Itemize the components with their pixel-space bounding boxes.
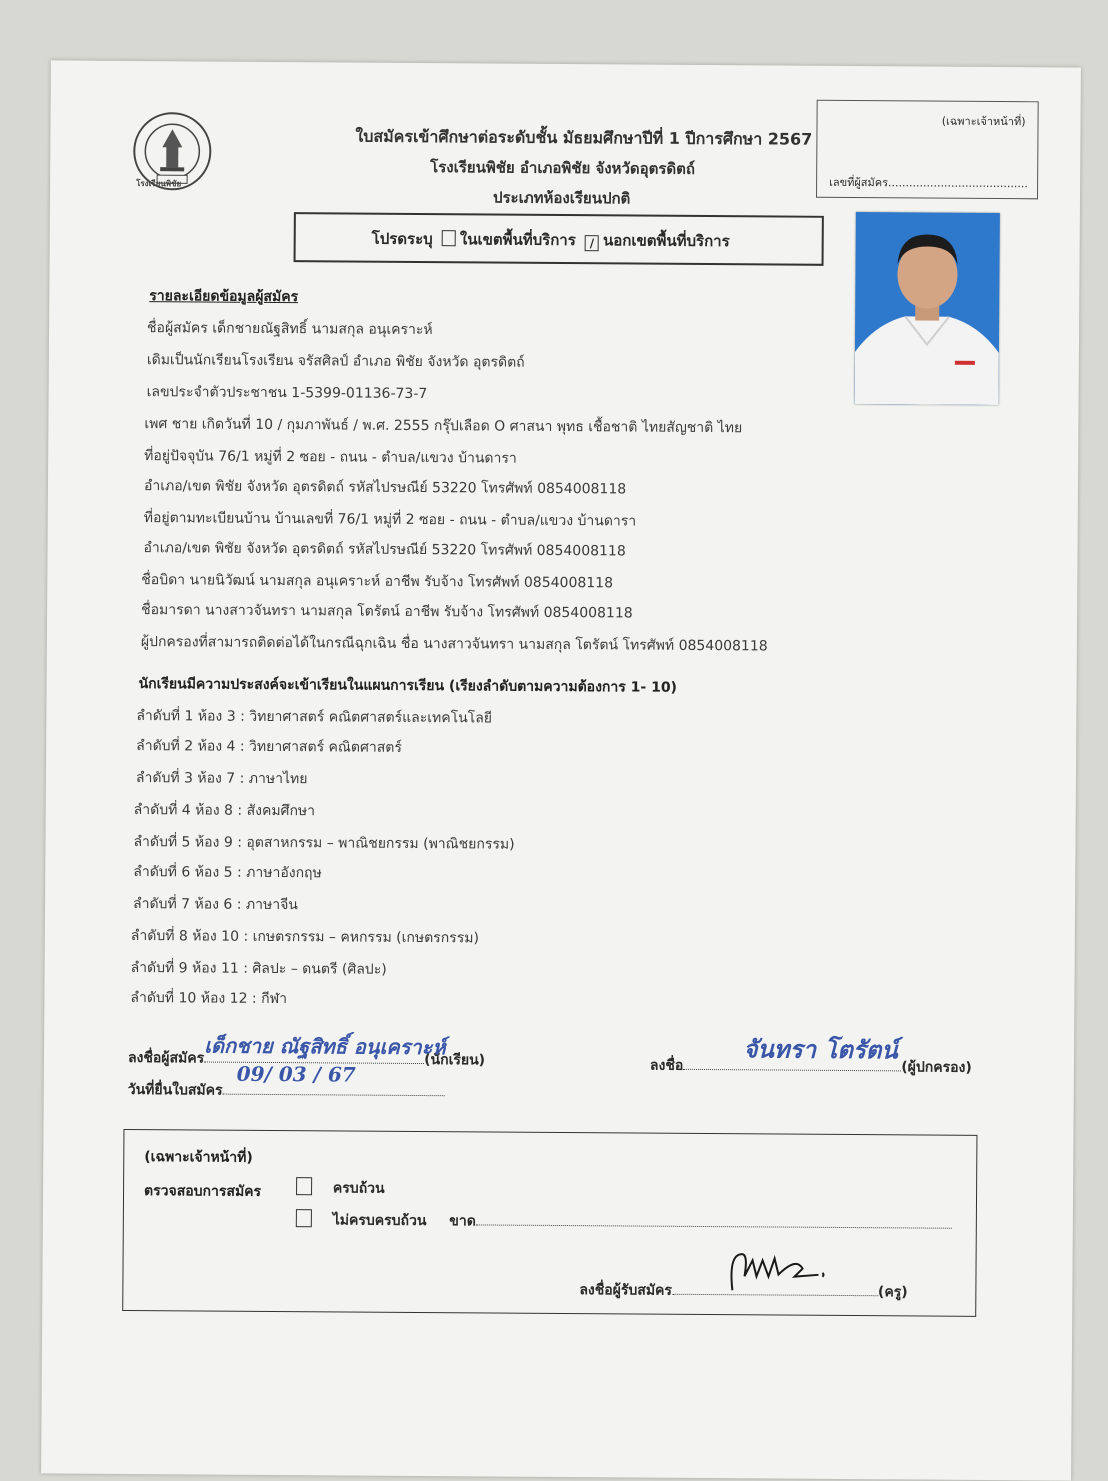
- preference-item: ลำดับที่ 2 ห้อง 4 : วิทยาศาสตร์ คณิตศาสตร์: [136, 738, 402, 756]
- preference-item: ลำดับที่ 9 ห้อง 11 : ศิลปะ – ดนตรี (ศิลปะ): [130, 960, 387, 978]
- option-in-area: ในเขตพื้นที่บริการ: [459, 230, 576, 250]
- school-name: โรงเรียนพิชัย อำเภอพิชัย จังหวัดอุตรดิตถ์: [430, 158, 696, 178]
- detail-line: ที่อยู่ตามทะเบียนบ้าน บ้านเลขที่ 76/1 หมู่ที่ 2 ซอย - ถนน - ตำบล/แขวง บ้านดารา: [143, 510, 637, 530]
- detail-line: เดิมเป็นนักเรียนโรงเรียน จรัสศิลป์ อำเภอ พิชัย จังหวัด อุตรดิตถ์: [146, 352, 525, 371]
- submission-date-field[interactable]: [223, 1061, 445, 1097]
- preference-item: ลำดับที่ 5 ห้อง 9 : อุตสาหกรรม – พาณิชยกรรม (พาณิชยกรรม): [133, 834, 515, 853]
- checkbox-check-mark: /: [589, 236, 595, 251]
- applicant-signature-suffix: (นักเรียน): [424, 1052, 486, 1069]
- guardian-signature-row: [649, 1034, 972, 1079]
- staff-use-box: [122, 1129, 977, 1317]
- form-title: ใบสมัครเข้าศึกษาต่อระดับชั้น มัธยมศึกษาปีที่ 1 ปีการศึกษา 2567: [355, 126, 813, 149]
- preference-item: ลำดับที่ 7 ห้อง 6 : ภาษาจีน: [133, 896, 298, 914]
- staff-box-title: (เฉพาะเจ้าหน้าที่): [144, 1149, 253, 1166]
- incomplete-option-label: ไม่ครบครบถ้วน: [332, 1212, 427, 1230]
- incomplete-checkbox[interactable]: [296, 1209, 312, 1227]
- submission-date-row: [127, 1061, 445, 1103]
- applicant-photo: [855, 212, 1000, 405]
- preference-item: ลำดับที่ 4 ห้อง 8 : สังคมศึกษา: [133, 802, 316, 820]
- preference-title: นักเรียนมีความประสงค์จะเข้าเรียนในแผนการเรียน (เรียงลำดับตามความต้องการ 1- 10): [138, 676, 678, 696]
- seal-text: โรงเรียนพิชัย: [136, 179, 182, 189]
- receiver-signature-row: [579, 1279, 907, 1303]
- detail-line: เลขประจำตัวประชาชน 1-5399-01136-73-7: [146, 384, 428, 403]
- complete-option-row: [296, 1177, 385, 1200]
- complete-checkbox[interactable]: [296, 1177, 312, 1195]
- preference-item: ลำดับที่ 10 ห้อง 12 : กีฬา: [130, 989, 288, 1008]
- detail-line: อำเภอ/เขต พิชัย จังหวัด อุตรดิตถ์ รหัสไปรษณีย์ 53220 โทรศัพท์ 0854008118: [143, 540, 626, 560]
- detail-line: ผู้ปกครองที่สามารถติดต่อได้ในกรณีฉุกเฉิน ชื่อ นางสาวจันทรา นามสกุล โตรัตน์ โทรศัพท์ 0854008118: [140, 634, 768, 655]
- office-use-label: (เฉพาะเจ้าหน้าที่): [941, 114, 1026, 129]
- detail-line: อำเภอ/เขต พิชัย จังหวัด อุตรดิตถ์ รหัสไปรษณีย์ 53220 โทรศัพท์ 0854008118: [143, 478, 627, 498]
- submission-date-label: วันที่ยื่นใบสมัคร: [127, 1081, 223, 1099]
- detail-line: ชื่อบิดา นายนิวัฒน์ นามสกุล อนุเคราะห์ อาชีพ รับจ้าง โทรศัพท์ 0854008118: [141, 572, 614, 592]
- option-out-area: นอกเขตพื้นที่บริการ: [602, 231, 730, 251]
- guardian-signature-label: ลงชื่อ: [649, 1057, 684, 1074]
- applicant-number-field[interactable]: เลขที่ผู้สมัคร........................................: [829, 175, 1028, 191]
- applicant-signature-label: ลงชื่อผู้สมัคร: [127, 1049, 205, 1067]
- receiver-signature-label: ลงชื่อผู้รับสมัคร: [579, 1282, 673, 1299]
- checkbox-in-area[interactable]: [442, 230, 456, 246]
- missing-label: ขาด: [449, 1213, 476, 1230]
- preference-item: ลำดับที่ 8 ห้อง 10 : เกษตรกรรม – คหกรรม (เกษตรกรรม): [130, 928, 480, 947]
- guardian-signature-handwriting: จันทรา โตรัตน์: [743, 1034, 898, 1065]
- applicant-signature-handwriting: เด็กชาย ณัฐสิทธิ์ อนุเคราะห์: [204, 1033, 446, 1060]
- incomplete-option-row: [296, 1209, 952, 1236]
- checkbox-out-area[interactable]: [585, 235, 599, 251]
- application-form-paper: [41, 60, 1081, 1480]
- detail-line: ที่อยู่ปัจจุบัน 76/1 หมู่ที่ 2 ซอย - ถนน - ตำบล/แขวง บ้านดารา: [144, 448, 517, 467]
- check-application-label: ตรวจสอบการสมัคร: [143, 1183, 262, 1200]
- submission-date-handwriting: 09/ 03 / 67: [236, 1061, 356, 1087]
- guardian-signature-suffix: (ผู้ปกครอง): [901, 1059, 972, 1076]
- class-type: ประเภทห้องเรียนปกติ: [492, 188, 631, 208]
- office-use-box: [816, 100, 1039, 200]
- receiver-signature-mark: [722, 1246, 832, 1297]
- missing-field[interactable]: [476, 1210, 952, 1228]
- preference-item: ลำดับที่ 1 ห้อง 3 : วิทยาศาสตร์ คณิตศาสตร์และเทคโนโลยี: [136, 708, 493, 727]
- section-title: รายละเอียดข้อมูลผู้สมัคร: [149, 288, 299, 306]
- area-selector-prefix: โปรดระบุ: [371, 229, 433, 249]
- area-selector-box: [294, 212, 824, 266]
- preference-item: ลำดับที่ 3 ห้อง 7 : ภาษาไทย: [135, 770, 308, 788]
- detail-line: เพศ ชาย เกิดวันที่ 10 / กุมภาพันธ์ / พ.ศ. 2555 กรุ๊ปเลือด O ศาสนา พุทธ เชื้อชาติ ไทยสัญชาติ ไทย: [144, 416, 743, 437]
- detail-line: ชื่อผู้สมัคร เด็กชายณัฐสิทธิ์ นามสกุล อนุเคราะห์: [147, 320, 433, 339]
- detail-line: ชื่อมารดา นางสาวจันทรา นามสกุล โตรัตน์ อาชีพ รับจ้าง โทรศัพท์ 0854008118: [141, 602, 633, 622]
- complete-option-label: ครบถ้วน: [332, 1180, 385, 1197]
- guardian-signature-field[interactable]: [683, 1034, 901, 1072]
- preference-item: ลำดับที่ 6 ห้อง 5 : ภาษาอังกฤษ: [133, 864, 322, 882]
- receiver-signature-suffix: (ครู): [877, 1284, 908, 1301]
- receiver-signature-field[interactable]: [672, 1280, 878, 1296]
